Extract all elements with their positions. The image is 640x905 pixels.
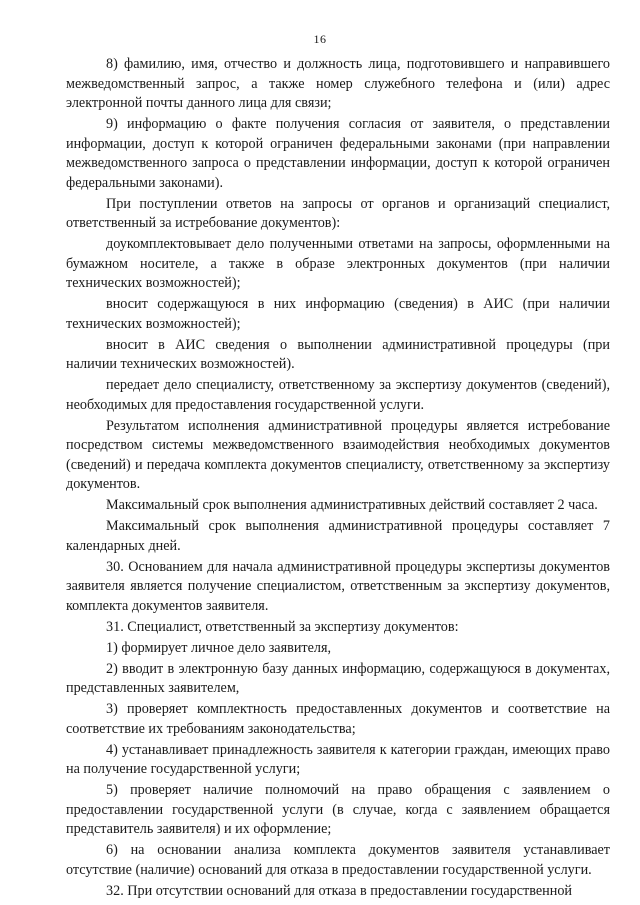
paragraph: вносит в АИС сведения о выполнении административной процедуры (при наличии технических возможностей).	[66, 336, 610, 372]
paragraph: 4) устанавливает принадлежность заявителя к категории граждан, имеющих право на получение государственной услуги;	[66, 741, 610, 777]
paragraph: Максимальный срок выполнения административной процедуры составляет 7 календарных дней.	[66, 518, 610, 554]
paragraph: 30. Основанием для начала административной процедуры экспертизы документов заявителя является получение специалистом, ответственным за экспертизу документов, комплекта документов заявителя.	[66, 558, 610, 614]
paragraph: 2) вводит в электронную базу данных информацию, содержащуюся в документах, представленных заявителем,	[66, 660, 610, 696]
paragraph: 9) информацию о факте получения согласия от заявителя, о представлении информации, доступ к которой ограничен федеральными законами (при направлении межведомственного запроса о представлении информации, доступ к которой ограничен федеральными законами).	[66, 116, 610, 191]
paragraph: При поступлении ответов на запросы от органов и организаций специалист, ответственный за истребование документов):	[66, 195, 610, 231]
document-body	[66, 55, 610, 903]
paragraph: 31. Специалист, ответственный за экспертизу документов:	[106, 618, 459, 635]
paragraph: доукомплектовывает дело полученными ответами на запросы, оформленными на бумажном носителе, а также в образе электронных документов (при наличии технических возможностей);	[66, 236, 610, 291]
paragraph: передает дело специалисту, ответственному за экспертизу документов (сведений), необходимых для предоставления государственной услуги.	[66, 377, 610, 413]
paragraph: 8) фамилию, имя, отчество и должность лица, подготовившего и направившего межведомственный запрос, а также номер служебного телефона и (или) адрес электронной почты данного лица для связи;	[66, 56, 610, 111]
page-number: 16	[313, 32, 327, 46]
paragraph: 1) формирует личное дело заявителя,	[106, 639, 332, 656]
paragraph: Максимальный срок выполнения административных действий составляет 2 часа.	[106, 497, 598, 513]
paragraph: вносит содержащуюся в них информацию (сведения) в АИС (при наличии технических возможностей);	[66, 296, 610, 332]
paragraph: Результатом исполнения административной процедуры является истребование посредством системы межведомственного взаимодействия необходимых документов (сведений) и передача комплекта документов специалисту, ответственному за экспертизу документов.	[66, 417, 610, 492]
paragraph: 32. При отсутствии оснований для отказа в предоставлении государственной	[106, 882, 573, 899]
paragraph: 6) на основании анализа комплекта документов заявителя устанавливает отсутствие (наличие) оснований для отказа в предоставлении государственной услуги.	[66, 842, 610, 878]
paragraph: 3) проверяет комплектность предоставленных документов и соответствие на соответствие их требованиям законодательства;	[66, 701, 610, 737]
paragraph: 5) проверяет наличие полномочий на право обращения с заявлением о предоставлении государственной услуги (в случае, когда с заявлением обращается представитель заявителя) и их оформление;	[66, 782, 610, 837]
